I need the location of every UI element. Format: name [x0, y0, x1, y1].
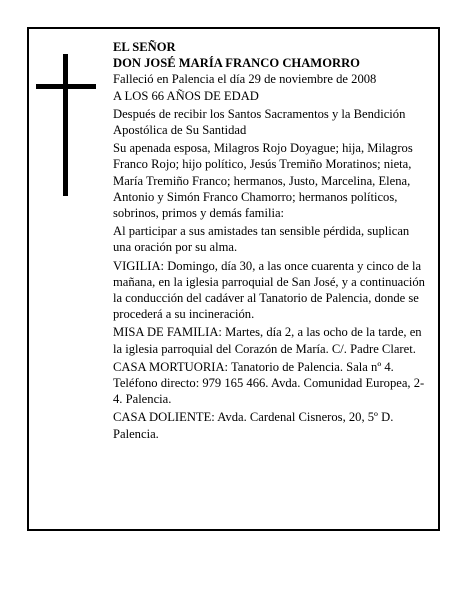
age-line: A LOS 66 AÑOS DE EDAD: [113, 88, 259, 103]
funeral-home-paragraph: CASA MORTUORIA: Tanatorio de Palencia. Sala nº 4. Teléfono directo: 979 165 466. Avda. Comunidad Europea, 2-4. Palencia.: [113, 359, 425, 407]
death-date-line: Falleció en Palencia el día 29 de noviembre de 2008: [113, 72, 377, 87]
mourning-house-paragraph: CASA DOLIENTE: Avda. Cardenal Cisneros, 20, 5º D. Palencia.: [113, 410, 394, 441]
obituary-text: [113, 39, 429, 442]
prayer-request-paragraph: Al participar a sus amistades tan sensible pérdida, suplican una oración por su alma.: [113, 224, 410, 255]
sacraments-paragraph: Después de recibir los Santos Sacramentos y la Bendición Apostólica de Su Santidad: [113, 106, 406, 138]
deceased-name: DON JOSÉ MARÍA FRANCO CHAMORRO: [113, 56, 360, 71]
latin-cross-icon: [36, 54, 96, 196]
cross-vertical-bar: [63, 54, 68, 196]
family-mass-paragraph: MISA DE FAMILIA: Martes, día 2, a las ocho de la tarde, en la iglesia parroquial del Corazón de María. C/. Padre Claret.: [113, 325, 422, 356]
family-paragraph: Su apenada esposa, Milagros Rojo Doyague; hija, Milagros Franco Rojo; hijo político, Jesús Tremiño Moratinos; nieta, María Tremiño Franco; hermanos, Justo, Marcelina, Elena, Antonio y Simón Franco Chamorro; hermanos políticos, sobrinos, primos y demás familia:: [113, 141, 413, 221]
cross-horizontal-bar: [36, 84, 96, 89]
heading-title: EL SEÑOR: [113, 40, 176, 54]
vigil-paragraph: VIGILIA: Domingo, día 30, a las once cuarenta y cinco de la mañana, en la iglesia parroquial de San José, y a continuación la conducción del cadáver al Tanatorio de Palencia, donde se procederá a su incineración.: [113, 258, 425, 322]
